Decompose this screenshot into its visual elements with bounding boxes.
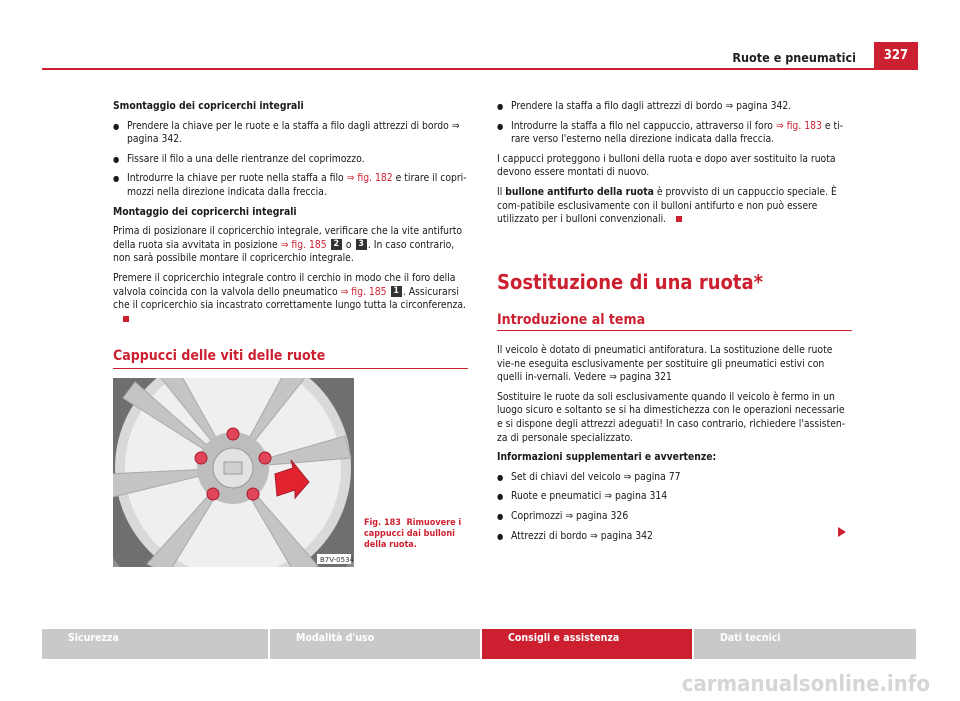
- fig-185-link[interactable]: ⇒ fig. 185: [340, 285, 387, 298]
- info-item[interactable]: ● Attrezzi di bordo ⇒ pagina 342: [497, 530, 852, 544]
- fig-183-link[interactable]: ⇒ fig. 183: [775, 119, 822, 132]
- wheel-illustration: [113, 378, 354, 567]
- fig-185-link[interactable]: ⇒ fig. 185: [280, 238, 327, 251]
- figure-code: B7V-0534: [320, 556, 354, 564]
- info-item[interactable]: ● Coprimozzi ⇒ pagina 326: [497, 510, 852, 524]
- cappucci-paragraph-2: Il bullone antifurto della ruota è provvisto di un cappuccio speciale. È com-patibile esclusivamente con il bulloni antifurto e non può essere utilizzato per i bulloni convenzionali.: [497, 185, 837, 226]
- left-column: [113, 100, 468, 332]
- montaggio-paragraph-2: Premere il copricerchio integrale contro il cerchio in modo che il foro della valvola coincida con la valvola dello pneumatico ⇒ fig. 185 1 . Assicurarsi che il copricerchio sia incastrato correttamente lungo tutta la circonferenza.: [113, 272, 468, 326]
- smontaggio-step-1: ● Prendere la chiave per le ruote e la staffa a filo dagli attrezzi di bordo ⇒ pagina 342.: [113, 120, 468, 147]
- tab-modalita-uso[interactable]: Modalità d'uso: [270, 629, 480, 659]
- subsection-heading: Introduzione al tema: [497, 312, 646, 328]
- cappucci-paragraph-1: I cappucci proteggono i bulloni della ruota e dopo aver sostituito la ruota devono essere montati di nuovo.: [497, 152, 836, 179]
- watermark: carmanualsonline.info: [681, 672, 930, 697]
- figure-caption-text: Rimuovere i cappucci dai bulloni della ruota.: [364, 518, 462, 550]
- tab-sicurezza[interactable]: Sicurezza: [42, 629, 268, 659]
- info-heading: Informazioni supplementari e avvertenze:: [497, 451, 717, 464]
- figure-caption: [364, 518, 474, 551]
- info-item[interactable]: ● Ruote e pneumatici ⇒ pagina 314: [497, 490, 852, 504]
- fig-182-link[interactable]: ⇒ fig. 182: [346, 172, 393, 185]
- section-rule: [113, 368, 468, 369]
- item-badge: 3: [356, 239, 367, 250]
- info-item[interactable]: ● Set di chiavi del veicolo ⇒ pagina 77: [497, 471, 852, 485]
- smontaggio-heading: Smontaggio dei copricerchi integrali: [113, 100, 304, 112]
- footer-nav: [42, 629, 916, 659]
- subsection-rule: [497, 330, 852, 331]
- section-end-marker: [123, 316, 129, 322]
- montaggio-heading: Montaggio dei copricerchi integrali: [113, 205, 297, 218]
- intro-column: [497, 344, 852, 549]
- cappucci-step-2: ● Introdurre la staffa a filo nel cappuccio, attraverso il foro ⇒ fig. 183 e ti-rare verso l'esterno nella direzione indicata dalla freccia.: [497, 120, 852, 147]
- montaggio-paragraph-1: Prima di posizionare il copricerchio integrale, verificare che la vite antifurto della ruota sia avvitata in posizione ⇒ fig. 185 2 o 3 . In caso contrario, non sarà possibile montare il copricerchio integrale.: [113, 225, 463, 265]
- tab-consigli-assistenza[interactable]: Consigli e assistenza: [482, 629, 692, 659]
- page-number: 327: [874, 42, 918, 68]
- intro-paragraph-1: Il veicolo è dotato di pneumatici antiforatura. La sostituzione delle ruote vie-ne eseguita esclusivamente per sostituire gli pneumatici estivi con quelli in-vernali. Vedere ⇒ pagina 321: [497, 344, 833, 384]
- section-heading-cappucci: Cappucci delle viti delle ruote: [113, 348, 326, 364]
- right-column: [497, 100, 852, 233]
- continue-arrow-icon: [838, 527, 846, 537]
- running-header-title: Ruote e pneumatici: [732, 50, 856, 65]
- wheel-cap-figure: [113, 378, 354, 567]
- tab-dati-tecnici[interactable]: Dati tecnici: [694, 629, 916, 659]
- smontaggio-step-2: ● Fissare il filo a una delle rientranze del coprimozzo.: [113, 153, 468, 167]
- chapter-heading: Sostituzione di una ruota*: [497, 270, 764, 294]
- section-end-marker: [676, 216, 682, 222]
- item-badge: 1: [391, 286, 402, 297]
- header-rule: [42, 68, 918, 70]
- item-badge: 2: [331, 239, 342, 250]
- figure-caption-label: Fig. 183: [364, 518, 401, 528]
- intro-paragraph-2: Sostituire le ruote da soli esclusivamente quando il veicolo è fermo in un luogo sicuro e soltanto se si ha dimestichezza con le operazioni necessarie e si dispone degli attrezzi adeguati! In caso contrario, richiedere l'assisten-za di personale specializzato.: [497, 390, 846, 444]
- smontaggio-step-3: ● Introdurre la chiave per ruote nella staffa a filo ⇒ fig. 182 e tirare il copri-mozzi nella direzione indicata dalla freccia.: [113, 172, 468, 199]
- cappucci-step-1: ● Prendere la staffa a filo dagli attrezzi di bordo ⇒ pagina 342.: [497, 100, 852, 114]
